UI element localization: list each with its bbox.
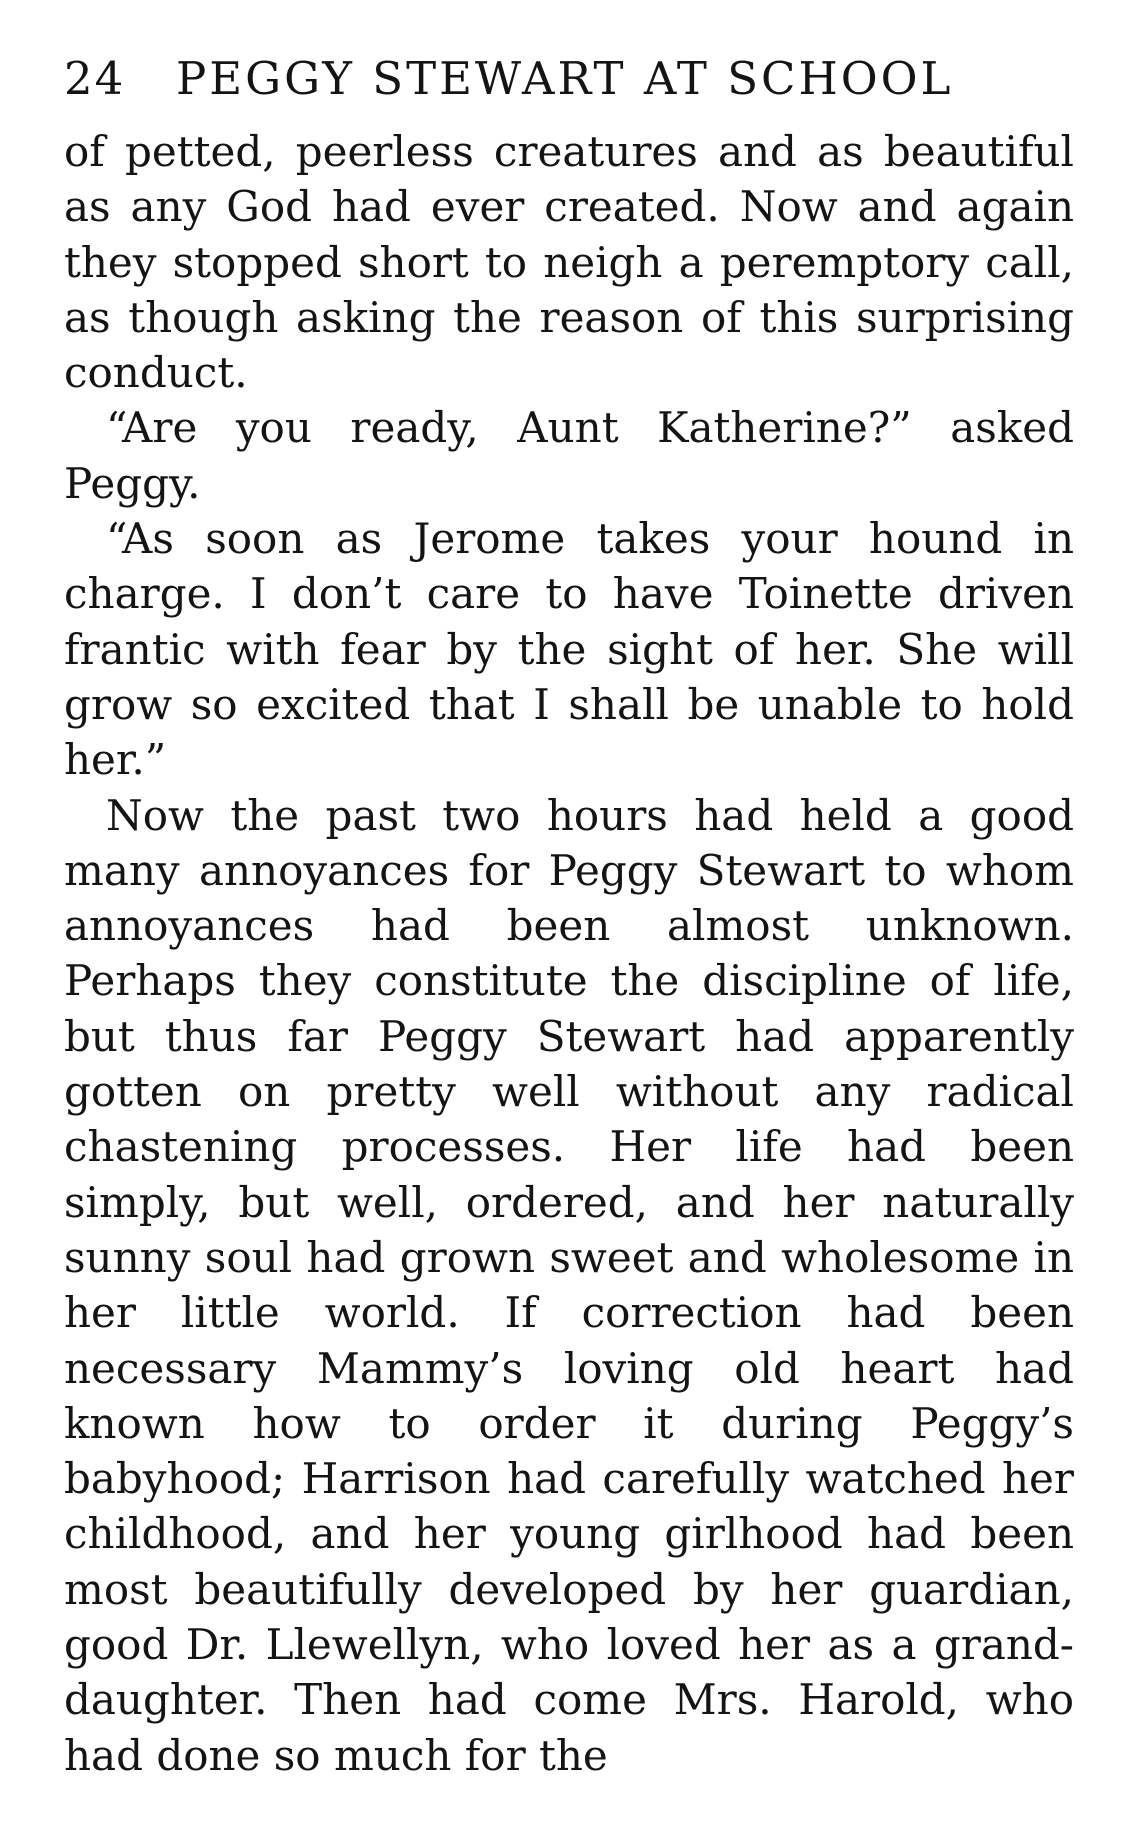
paragraph-dialogue-aunt: “As soon as Jerome takes your hound in charge. I don’t care to have Toinette driven frantic with fear by the sight of her. She will grow so excited that I shall be unable to hold her.”	[64, 514, 1074, 785]
body-text	[64, 124, 1074, 1783]
running-head	[64, 52, 1074, 122]
book-page	[64, 52, 1074, 1783]
paragraph-narrative: Now the past two hours had held a good many annoyances for Peggy Stewart to whom annoyances had been almost unknown. Perhaps they constitute the discipline of life, but thus far Peggy Stewart had apparently gotten on pretty well without any radical chastening processes. Her life had been simply, but well, ordered, and her naturally sunny soul had grown sweet and wholesome in her little world. If correction had been necessary Mammy’s loving old heart had known how to order it during Peggy’s babyhood; Harrison had carefully watched her childhood, and her young girlhood had been most beautifully developed by her guardian, good Dr. Llewellyn, who loved her as a grand-daughter. Then had come Mrs. Harold, who had done so much for the	[64, 790, 1074, 1780]
running-title: PEGGY STEWART AT SCHOOL	[176, 52, 954, 105]
paragraph-continued: of petted, peerless creatures and as beautiful as any God had ever created. Now and again they stopped short to neigh a peremptory call, as though asking the reason of this surprising conduct.	[64, 127, 1074, 398]
paragraph-dialogue-peggy: “Are you ready, Aunt Katherine?” asked Peggy.	[64, 403, 1074, 508]
page-number: 24	[64, 52, 126, 105]
